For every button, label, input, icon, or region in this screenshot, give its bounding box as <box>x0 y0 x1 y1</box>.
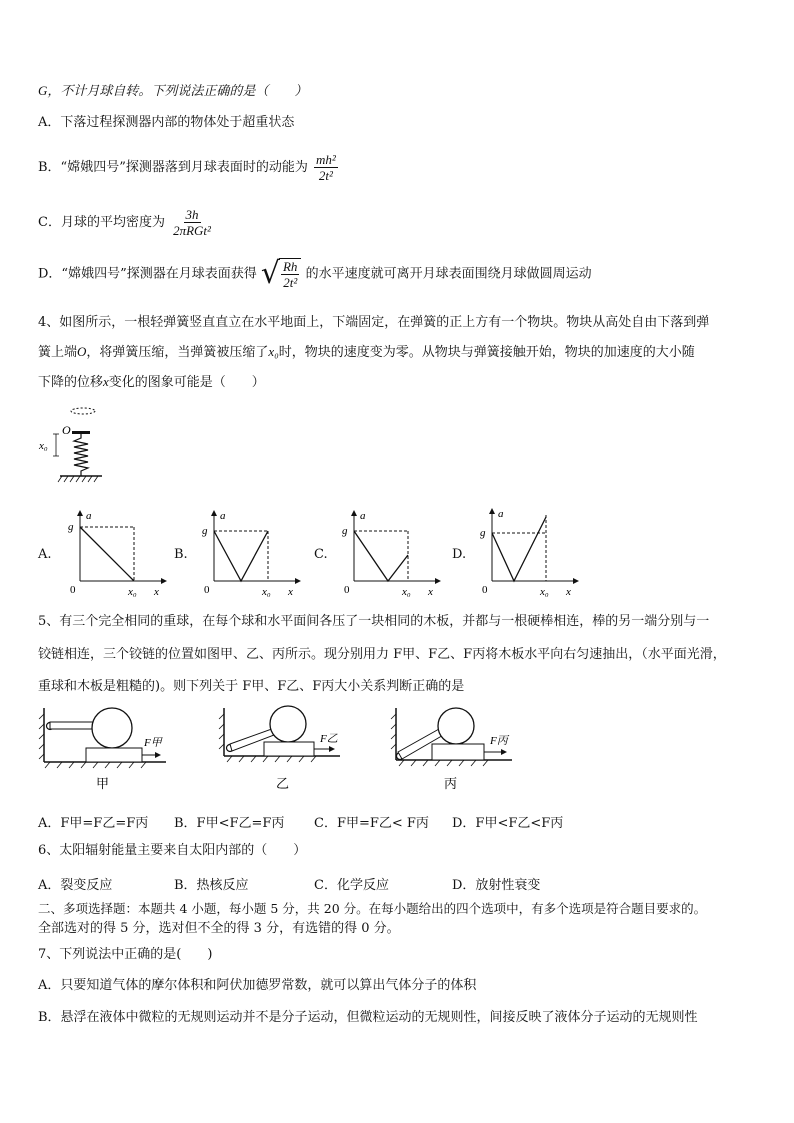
q3-stem <box>38 82 307 101</box>
tick-label-x0: x₀ <box>262 586 271 598</box>
fraction-numerator: Rh <box>282 259 298 274</box>
spring-top-plate <box>72 431 90 434</box>
q4-point-o: O <box>77 344 87 359</box>
figure-jia <box>36 704 176 796</box>
section2-heading-line2: 全部选对的得 5 分，选对但不全的得 3 分，有选错的得 0 分。 <box>38 921 400 936</box>
label-bing: 丙 <box>444 777 458 792</box>
q5-option-a: A．F甲=F乙=F丙 <box>38 816 149 831</box>
tick-label-g: g <box>202 525 208 537</box>
q6-option-d: D．放射性衰变 <box>452 878 541 893</box>
q3-option-c <box>38 207 215 238</box>
q5-option-b: B．F甲<F乙=F丙 <box>174 816 285 831</box>
origin-label: 0 <box>344 584 350 596</box>
origin-label: 0 <box>70 584 76 596</box>
q5-option-d: D．F甲<F乙<F丙 <box>452 816 564 831</box>
q3-option-d-fraction <box>281 259 299 290</box>
q4-option-b-label: B. <box>174 547 188 562</box>
q5-stem-line3: 重球和木板是粗糙的)。则下列关于 F甲、F乙、F丙大小关系判断正确的是 <box>38 679 465 694</box>
tick-label-x0: x₀ <box>128 586 137 598</box>
q6-option-a: A．裂变反应 <box>38 878 113 893</box>
q4-stem-line3 <box>38 373 265 392</box>
graph-b <box>196 507 306 599</box>
fraction-denominator: 2t² <box>283 275 298 290</box>
force-label-bing: F丙 <box>490 735 508 747</box>
fraction-denominator: 2t² <box>318 168 333 183</box>
tick-label-x0: x₀ <box>402 586 411 598</box>
tick-label-g: g <box>480 527 486 539</box>
axis-label-a: a <box>220 510 226 522</box>
q6-option-c: C．化学反应 <box>314 878 389 893</box>
ball <box>438 708 474 744</box>
board <box>264 742 314 756</box>
axis-label-a: a <box>498 508 504 520</box>
q3-option-b-text: B．“嫦娥四号”探测器落到月球表面时的动能为 <box>38 160 308 175</box>
q4-text: ，将弹簧压缩，当弹簧被压缩了 <box>86 345 269 360</box>
origin-label: 0 <box>482 584 488 596</box>
q7-option-b: B．悬浮在液体中微粒的无规则运动并不是分子运动，但微粒运动的无规则性，间接反映了液体分子运动的无规则性 <box>38 1010 698 1025</box>
tick-label-g: g <box>68 521 74 533</box>
q3-option-c-fraction <box>171 207 213 238</box>
curve-c <box>354 531 408 581</box>
ground-hatch <box>58 476 98 482</box>
tick-label-x0: x₀ <box>540 586 549 598</box>
spring-figure <box>36 404 106 490</box>
axis-label-x: x <box>288 586 293 598</box>
fig-label-o: O <box>62 423 71 437</box>
q7-stem: 7、下列说法中正确的是( ) <box>38 947 213 962</box>
q4-x0: x₀ <box>268 344 279 359</box>
figure-yi <box>210 704 350 796</box>
ball <box>92 708 132 748</box>
q3-option-a: A．下落过程探测器内部的物体处于超重状态 <box>38 115 295 130</box>
graph-c <box>336 507 446 599</box>
q4-text: 簧上端 <box>38 345 78 360</box>
q6-stem: 6、太阳辐射能量主要来自太阳内部的（ ） <box>38 843 307 858</box>
q4-text: 下降的位移 <box>38 375 104 390</box>
q3-stem-text: G，不计月球自转。下列说法正确的是（ ） <box>38 83 308 98</box>
tick-label-g: g <box>342 525 348 537</box>
q3-option-d <box>38 258 592 290</box>
board <box>432 744 484 760</box>
q4-stem-line2 <box>38 343 695 362</box>
axis-label-x: x <box>428 586 433 598</box>
q4-text: 时，物块的速度变为零。从物块与弹簧接触开始，物块的加速度的大小随 <box>278 345 695 360</box>
sqrt-sign-icon: √ <box>260 256 280 291</box>
q3-option-c-text: C．月球的平均密度为 <box>38 215 165 230</box>
axis-label-x: x <box>566 586 571 598</box>
axis-label-a: a <box>360 510 366 522</box>
q3-option-d-sqrt <box>261 258 302 290</box>
axis-label-a: a <box>86 510 92 522</box>
q4-option-d-label: D. <box>452 547 467 562</box>
q3-option-d-text-end: 的水平速度就可离开月球表面围绕月球做圆周运动 <box>305 266 592 282</box>
board <box>86 748 142 762</box>
spring-coil <box>74 434 88 476</box>
label-yi: 乙 <box>276 777 290 792</box>
curve-a <box>80 527 134 581</box>
q3-option-b-fraction <box>314 152 338 183</box>
curve-d <box>492 517 546 581</box>
q5-stem-line1: 5、有三个完全相同的重球，在每个球和水平面间各压了一块相同的木板，并都与一根硬棒相连，棒的另一端分别与一 <box>38 614 710 629</box>
label-jia: 甲 <box>96 777 110 792</box>
graph-a <box>62 507 172 599</box>
q7-option-a: A．只要知道气体的摩尔体积和阿伏加德罗常数，就可以算出气体分子的体积 <box>38 978 477 993</box>
section2-heading-line1: 二、多项选择题：本题共 4 小题，每小题 5 分，共 20 分。在每小题给出的四个选项中，有多个选项是符合题目要求的。 <box>38 901 707 916</box>
q3-option-b <box>38 152 340 183</box>
fraction-numerator: 3h <box>185 207 199 222</box>
q4-stem-line1: 4、如图所示，一根轻弹簧竖直直立在水平地面上，下端固定，在弹簧的正上方有一个物块。物块从高处自由下落到弹 <box>38 315 710 330</box>
q5-option-c: C．F甲=F乙< F丙 <box>314 816 429 831</box>
fraction-denominator: 2πRGt² <box>173 223 211 238</box>
force-label-yi: F乙 <box>320 733 338 745</box>
force-label-jia: F甲 <box>144 737 162 749</box>
q4-x: x <box>103 374 109 389</box>
q6-option-b: B．热核反应 <box>174 878 249 893</box>
fig-label-x0: x₀ <box>39 440 48 452</box>
falling-block-icon <box>71 408 95 414</box>
q4-text: 变化的图象可能是（ ） <box>108 375 265 390</box>
graph-d <box>474 503 584 599</box>
origin-label: 0 <box>204 584 210 596</box>
q4-option-c-label: C. <box>314 547 328 562</box>
curve-b <box>214 531 268 581</box>
q4-option-a-label: A. <box>38 547 52 562</box>
q5-stem-line2: 铰链相连，三个铰链的位置如图甲、乙、丙所示。现分别用力 F甲、F乙、F丙将木板水平向右匀速抽出，（水平面光滑， <box>38 647 726 662</box>
ball <box>270 706 306 742</box>
axis-label-x: x <box>154 586 159 598</box>
figure-bing <box>382 704 522 796</box>
fraction-numerator: mh² <box>316 152 336 167</box>
q3-option-d-text: D．“嫦娥四号”探测器在月球表面获得 <box>38 266 257 282</box>
